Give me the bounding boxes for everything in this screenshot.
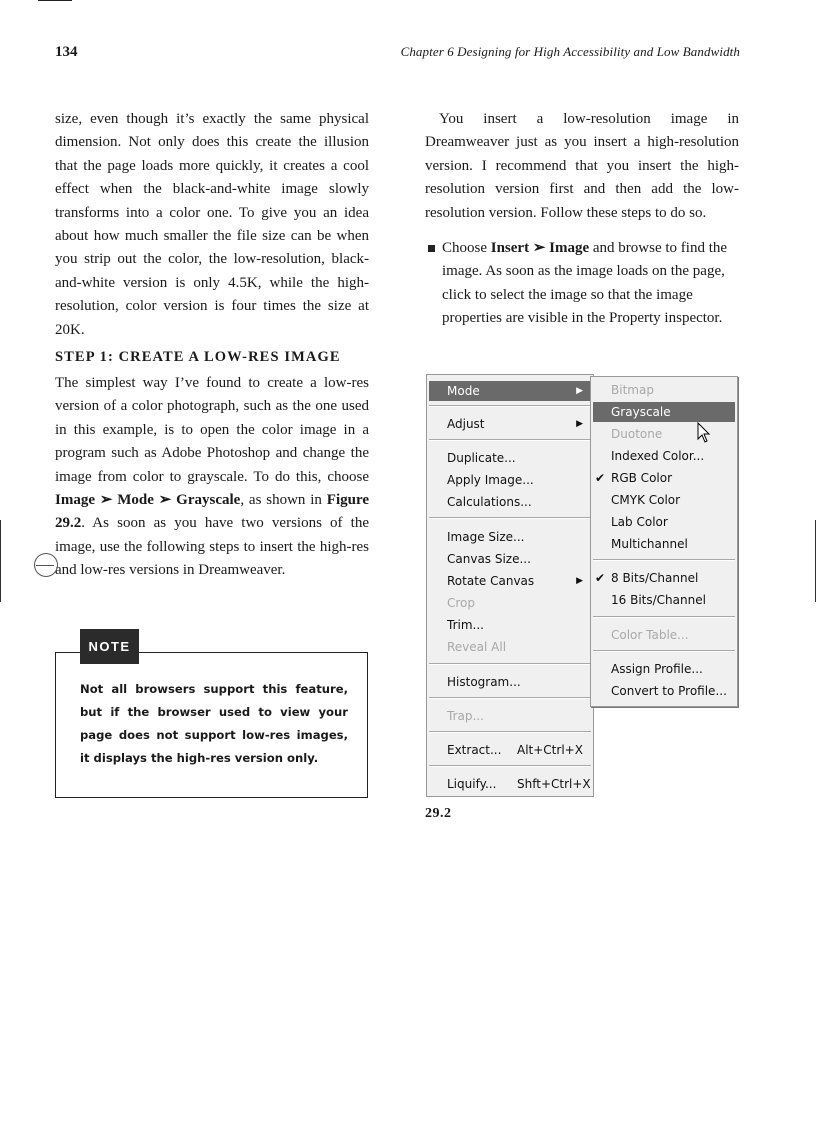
- left-paragraph-1: size, even though it’s exactly the same physical dimension. Not only does this create the illusion that the page loads more quickly, it creates a cool effect when the black-and-white image slowly transforms into a color one. To give you an idea about how much smaller the file size can be when you strip out the color, the low-resolution, black-and-white version is only 4.5K, while the high-resolution, color version is four times the size at 20K.: [55, 111, 369, 338]
- menu-separator: [593, 559, 735, 561]
- menu-item-crop: Crop: [447, 596, 476, 610]
- menu-item-duplicate[interactable]: Duplicate...: [447, 451, 516, 465]
- menu-item-extract[interactable]: Extract... Alt+Ctrl+X: [429, 740, 591, 760]
- menu-item-trap: Trap...: [447, 709, 484, 723]
- note-text: Not all browsers support this feature, but if the browser used to view your page does not support low-res images, it displays the high-res version only.: [80, 682, 348, 765]
- step-heading: STEP 1: CREATE A LOW-RES IMAGE: [55, 349, 341, 365]
- figure-ref-bold: Figure 29.2: [55, 492, 369, 532]
- menu-item-adjust[interactable]: Adjust ▶: [429, 414, 591, 434]
- menu-item-calculations[interactable]: Calculations...: [447, 495, 532, 509]
- submenu-arrow-icon: ▶: [576, 576, 583, 586]
- submenu-item-bitmap: Bitmap: [611, 383, 654, 397]
- submenu-item-cmyk-color[interactable]: CMYK Color: [611, 493, 681, 507]
- shortcut-liquify: Shft+Ctrl+X: [517, 777, 591, 791]
- step-text-3: . As soon as you have two versions of the image, use the following steps to insert the high-res and low-res versions in Dreamweaver.: [55, 515, 369, 579]
- step-text-2: , as shown in: [240, 492, 327, 509]
- bullet-square-icon: [428, 245, 435, 252]
- submenu-arrow-icon: ▶: [576, 386, 583, 396]
- right-paragraph-1: You insert a low-resolution image in Dreamweaver just as you insert a high-resolution version. I recommend that you insert the high-resolution version first and then add the low-resolution version. Follow these steps to do so.: [425, 111, 739, 221]
- figure-caption: 29.2: [425, 806, 452, 821]
- step-text-1: The simplest way I’ve found to create a low-res version of a color photograph, such as the one used in this example, is to open the color image in a program such as Adobe Photoshop and change the image from color to grayscale. To do this, choose: [55, 375, 369, 485]
- menu-separator: [429, 697, 591, 699]
- menu-separator: [429, 405, 591, 407]
- menu-separator: [429, 765, 591, 767]
- menu-separator: [429, 439, 591, 441]
- submenu-item-duotone: Duotone: [611, 427, 663, 441]
- menu-separator: [593, 616, 735, 618]
- top-rule: [38, 0, 72, 1]
- submenu-item-16-bits[interactable]: 16 Bits/Channel: [611, 593, 706, 607]
- step-paragraph: [55, 372, 369, 583]
- menu-path-bold: Image ➢ Mode ➢ Grayscale: [55, 492, 241, 509]
- menu-separator: [429, 663, 591, 665]
- menu-item-mode[interactable]: Mode ▶: [429, 381, 591, 401]
- menu-separator: [429, 517, 591, 519]
- menu-item-reveal-all: Reveal All: [447, 640, 507, 654]
- menu-item-apply-image[interactable]: Apply Image...: [447, 473, 534, 487]
- menu-separator: [593, 650, 735, 652]
- submenu-item-lab-color[interactable]: Lab Color: [611, 515, 668, 529]
- right-column: [425, 108, 739, 331]
- menu-item-histogram[interactable]: Histogram...: [447, 675, 521, 689]
- shortcut-extract: Alt+Ctrl+X: [517, 743, 583, 757]
- submenu-item-indexed-color[interactable]: Indexed Color...: [611, 449, 705, 463]
- submenu-item-grayscale[interactable]: Grayscale: [593, 402, 735, 422]
- menu-item-canvas-size[interactable]: Canvas Size...: [447, 552, 531, 566]
- note-label: NOTE: [80, 629, 139, 664]
- submenu-item-color-table: Color Table...: [611, 628, 689, 642]
- crop-mark-left: [0, 520, 1, 602]
- menu-item-liquify[interactable]: Liquify... Shft+Ctrl+X: [429, 774, 591, 794]
- menu-item-trim[interactable]: Trim...: [447, 618, 484, 632]
- mode-submenu: [590, 376, 738, 707]
- step-body: [55, 372, 369, 583]
- menu-separator: [429, 731, 591, 733]
- submenu-item-assign-profile[interactable]: Assign Profile...: [611, 662, 703, 676]
- submenu-item-convert-to-profile[interactable]: Convert to Profile...: [611, 684, 727, 698]
- bullet-text-post: and browse to find the image. As soon as the image loads on the page, click to select the image so that the image properties are visible in the Property inspector.: [442, 240, 728, 327]
- check-icon: ✔: [595, 471, 606, 485]
- running-head: Chapter 6 Designing for High Accessibility and Low Bandwidth: [400, 44, 740, 59]
- menu-item-image-size[interactable]: Image Size...: [447, 530, 525, 544]
- page-number: 134: [55, 44, 78, 60]
- menu-item-rotate-canvas[interactable]: Rotate Canvas ▶: [429, 571, 591, 591]
- submenu-item-8-bits[interactable]: ✔ 8 Bits/Channel: [593, 568, 735, 588]
- left-column: [55, 108, 369, 342]
- submenu-item-multichannel[interactable]: Multichannel: [611, 537, 688, 551]
- submenu-arrow-icon: ▶: [576, 419, 583, 429]
- mouse-cursor-icon: [697, 422, 711, 444]
- step-bullet: [425, 237, 739, 331]
- submenu-item-rgb-color[interactable]: ✔ RGB Color: [593, 468, 735, 488]
- bullet-text-pre: Choose: [442, 240, 491, 257]
- check-icon: ✔: [595, 571, 606, 585]
- bullet-bold: Insert ➢ Image: [490, 240, 590, 257]
- registration-dash: [36, 565, 54, 566]
- image-menu: [426, 374, 594, 797]
